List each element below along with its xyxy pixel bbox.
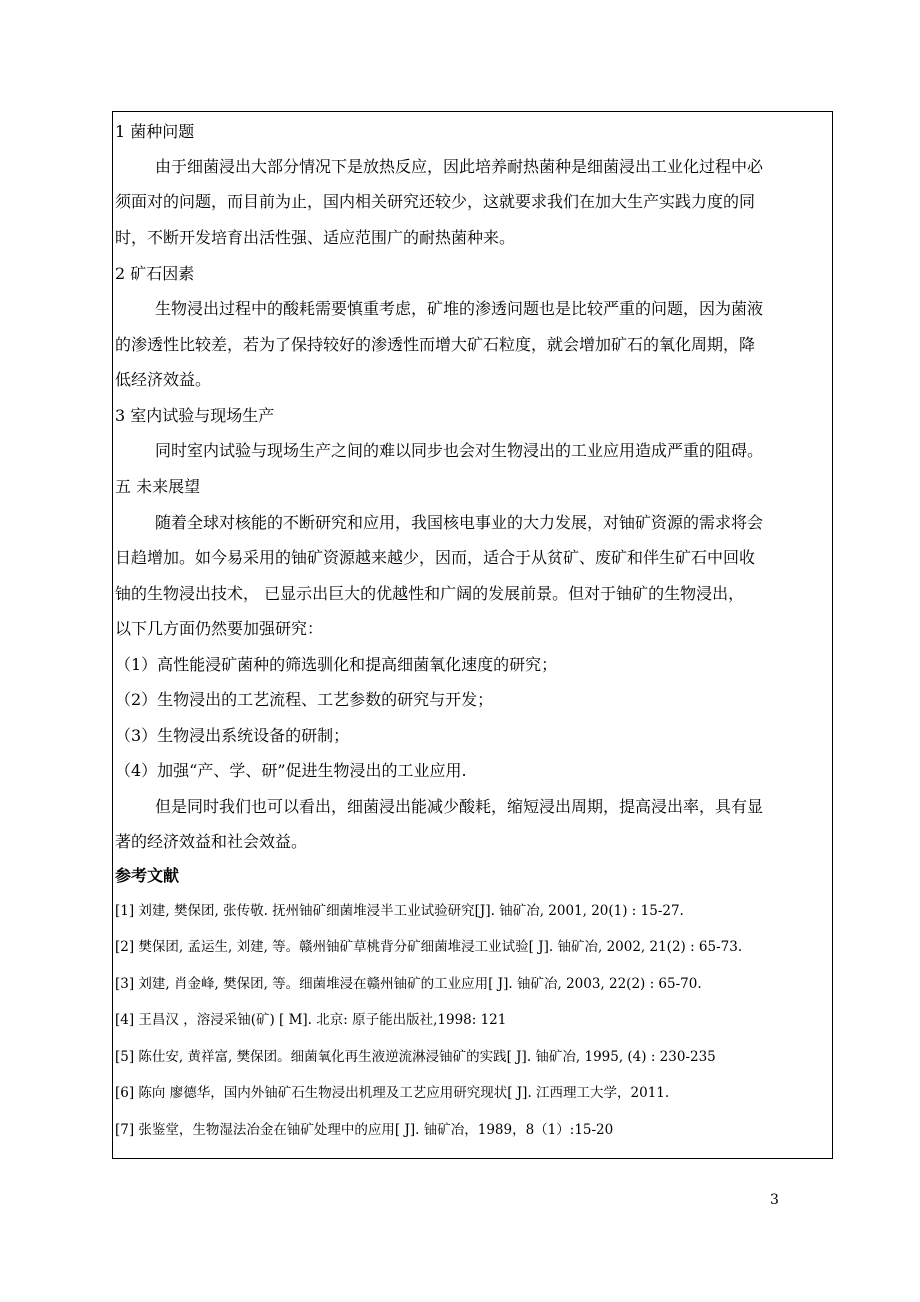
closing-line-2: 著的经济效益和社会效益。 (115, 832, 308, 851)
section-1-line-2: 须面对的问题，而目前为止，国内相关研究还较少，这就要求我们在加大生产实践力度的同 (115, 192, 756, 211)
page-number: 3 (770, 1192, 779, 1208)
list-item-3: （3）生物浸出系统设备的研制； (115, 726, 350, 745)
reference-5: [5] 陈仕安, 黄祥富, 樊保团。细菌氧化再生液逆流淋浸铀矿的实践[ J]. 铀矿冶, 1995, (4) : 230-235 (115, 1049, 716, 1065)
reference-1: [1] 刘建, 樊保团, 张传敬. 抚州铀矿细菌堆浸半工业试验研究[J]. 铀矿冶, 2001, 20(1) : 15-27. (115, 903, 684, 919)
section-5-line-4: 以下几方面仍然要加强研究： (115, 619, 324, 638)
reference-4: [4] 王昌汉 ，溶浸采铀(矿) [ M]. 北京: 原子能出版社,1998: 121 (115, 1012, 507, 1028)
section-3-line-1: 同时室内试验与现场生产之间的难以同步也会对生物浸出的工业应用造成严重的阻碍。 (155, 441, 764, 460)
reference-3: [3] 刘建, 肖金峰, 樊保团, 等。细菌堆浸在赣州铀矿的工业应用[ J]. 铀矿冶, 2003, 22(2) : 65-70. (115, 976, 702, 992)
list-item-1: （1）高性能浸矿菌种的筛选驯化和提高细菌氧化速度的研究； (115, 655, 558, 674)
reference-6: [6] 陈向 廖德华，国内外铀矿石生物浸出机理及工艺应用研究现状[ J]. 江西理工大学，2011. (115, 1085, 670, 1101)
section-2-line-3: 低经济效益。 (115, 370, 212, 389)
closing-line-1: 但是同时我们也可以看出，细菌浸出能减少酸耗，缩短浸出周期，提高浸出率，具有显 (155, 797, 764, 816)
reference-2: [2] 樊保团, 孟运生, 刘建, 等。赣州铀矿草桃背分矿细菌堆浸工业试验[ J]. 铀矿冶, 2002, 21(2) : 65-73. (115, 939, 743, 955)
section-3-title: 3 室内试验与现场生产 (115, 406, 275, 425)
section-5-title: 五 未来展望 (115, 477, 201, 496)
section-5-line-2: 日趋增加。如今易采用的铀矿资源越来越少，因而，适合于从贫矿、废矿和伴生矿石中回收 (115, 548, 756, 567)
list-item-4: （4）加强“产、学、研”促进生物浸出的工业应用. (115, 761, 467, 780)
references-title: 参考文献 (115, 866, 180, 885)
content-frame: 1 菌种问题 由于细菌浸出大部分情况下是放热反应，因此培养耐热菌种是细菌浸出工业化过程中必 须面对的问题，而目前为止，国内相关研究还较少，这就要求我们在加大生产实践力度的同 时，不断开发培育出活性强、适应范围广的耐热菌种来。 2 矿石因素 生物浸出过程中的酸耗需要慎重考虑，矿堆的渗透问题也是比较严重的问题，因为菌液 的渗透性比较差，若为了保持较好的渗透性而增大矿石粒度，就会增加矿石的氧化周期，降 低经济效益。 3 室内试验与现场生产 同时室内试验与现场生产之间的难以同步也会对生物浸出的工业应用造成严重的阻碍。 五 未来展望 随着全球对核能的不断研究和应用，我国核电事业的大力发展，对铀矿资源的需求将会 日趋增加。如今易采用的铀矿资源越来越少，因而，适合于从贫矿、废矿和伴生矿石中回收 铀的生物浸出技术， 已显示出巨大的优越性和广阔的发展前景。但对于铀矿的生物浸出， 以下几方面仍然要加强研究： （1）高性能浸矿菌种的筛选驯化和提高细菌氧化速度的研究； （2）生物浸出的工艺流程、工艺参数的研究与开发； （3）生物浸出系统设备的研制； （4）加强“产、学、研”促进生物浸出的工业应用. 但是同时我们也可以看出，细菌浸出能减少酸耗，缩短浸出周期，提高浸出率，具有显 著的经济效益和社会效益。 参考文献 [1] 刘建, 樊保团, 张传敬. 抚州铀矿细菌堆浸半工业试验研究[J]. 铀矿冶, 2001, 20(1) : 15-27. [2] 樊保团, 孟运生, 刘建, 等。赣州铀矿草桃背分矿细菌堆浸工业试验[ J]. 铀矿冶, 2002, 21(2) : 65-73. [3] 刘建, 肖金峰, 樊保团, 等。细菌堆浸在赣州铀矿的工业应用[ J]. 铀矿冶, 2003, 22(2) : 65-70. [4] 王昌汉 ，溶浸采铀(矿) [ M]. 北京: 原子能出版社,1998: 121 [5] 陈仕安, 黄祥富, 樊保团。细菌氧化再生液逆流淋浸铀矿的实践[ J]. 铀矿冶, 1995, (4) : 230-235 [6] 陈向 廖德华，国内外铀矿石生物浸出机理及工艺应用研究现状[ J]. 江西理工大学，2011. [7] 张鉴堂，生物湿法冶金在铀矿处理中的应用[ J]. 铀矿冶，1989，8（1）:15-20 (112, 111, 833, 1159)
section-1-line-1: 由于细菌浸出大部分情况下是放热反应，因此培养耐热菌种是细菌浸出工业化过程中必 (155, 157, 764, 176)
section-5-line-3: 铀的生物浸出技术， 已显示出巨大的优越性和广阔的发展前景。但对于铀矿的生物浸出， (115, 584, 745, 603)
section-1-line-3: 时，不断开发培育出活性强、适应范围广的耐热菌种来。 (115, 228, 516, 247)
section-2-line-2: 的渗透性比较差，若为了保持较好的渗透性而增大矿石粒度，就会增加矿石的氧化周期，降 (115, 335, 756, 354)
list-item-2: （2）生物浸出的工艺流程、工艺参数的研究与开发； (115, 690, 494, 709)
section-5-line-1: 随着全球对核能的不断研究和应用，我国核电事业的大力发展，对铀矿资源的需求将会 (155, 513, 764, 532)
section-2-title: 2 矿石因素 (115, 264, 195, 283)
section-2-line-1: 生物浸出过程中的酸耗需要慎重考虑，矿堆的渗透问题也是比较严重的问题，因为菌液 (155, 299, 764, 318)
reference-7: [7] 张鉴堂，生物湿法冶金在铀矿处理中的应用[ J]. 铀矿冶，1989，8（1）:15-20 (115, 1122, 614, 1138)
